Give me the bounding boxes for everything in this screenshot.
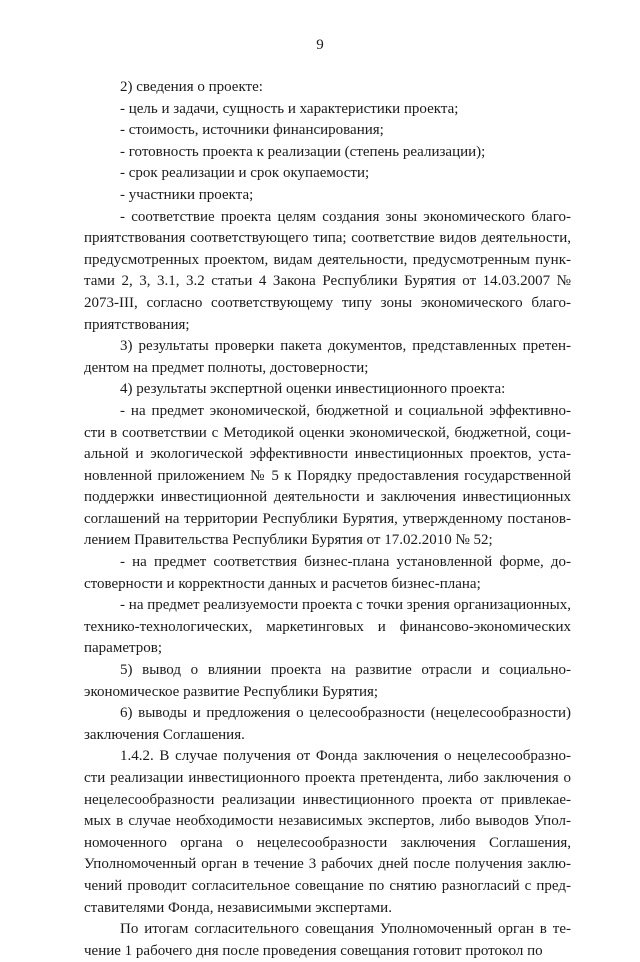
list-item: - срок реализации и срок окупаемости;: [120, 165, 370, 182]
paragraph: 1.4.2. В случае получения от Фонда заключения о нецелесообразности реализации инвестиционного проекта претендента, либо заключения о нецелесообразности реализации инвестиционного проекта от привлекаемых в случае необходимости независимых экспертов, либо выводов Уполномоченного органа о нецелесообразности заключения Соглашения, Уполномоченный орган в течение 3 рабочих дней после получения заключений проводит согласительное совещание по снятию разногласий с представителями Фонда, независимыми экспертами.: [84, 748, 571, 916]
list-item: - на предмет реализуемости проекта с точки зрения организационных, технико-технологических, маркетинговых и финансово-экономических параметров;: [84, 597, 571, 657]
paragraph: 4) результаты экспертной оценки инвестиционного проекта:: [120, 381, 506, 398]
paragraph: 5) вывод о влиянии проекта на развитие отрасли и социально-экономическое развитие Республики Бурятия;: [84, 662, 571, 700]
paragraph: 2) сведения о проекте:: [120, 79, 263, 95]
document-body: [84, 77, 571, 962]
list-item: - участники проекта;: [120, 186, 254, 203]
list-item: - соответствие проекта целям создания зоны экономического благоприятствования соответствующего типа; соответствие видов деятельности, предусмотренных проектом, видам деятельности, предусмотренным пунктами 2, 3, 3.1, 3.2 статьи 4 Закона Республики Бурятия от 14.03.2007 № 2073-III, согласно соответствующему типу зоны экономического благоприятствования;: [84, 208, 571, 333]
list-item: - на предмет экономической, бюджетной и социальной эффективности в соответствии с Методикой оценки экономической, бюджетной, социальной и экологической эффективности инвестиционных проектов, установленной приложением № 5 к Порядку предоставления государственной поддержки инвестиционной деятельности и заключения инвестиционных соглашений на территории Республики Бурятия, утвержденному постановлением Правительства Республики Бурятия от 17.02.2010 № 52;: [84, 402, 571, 549]
list-item: - цель и задачи, сущность и характеристики проекта;: [120, 100, 459, 117]
paragraph: По итогам согласительного совещания Уполномоченный орган в течение 1 рабочего дня после проведения совещания готовит протокол по: [84, 921, 571, 959]
page-number: 9: [316, 37, 324, 53]
paragraph: 3) результаты проверки пакета документов, представленных претендентом на предмет полноты, достоверности;: [84, 338, 571, 376]
paragraph: 6) выводы и предложения о целесообразности (нецелесообразности) заключения Соглашения.: [84, 705, 571, 743]
list-item: - на предмет соответствия бизнес-плана установленной форме, достоверности и корректности данных и расчетов бизнес-плана;: [84, 554, 571, 592]
list-item: - стоимость, источники финансирования;: [120, 122, 384, 139]
list-item: - готовность проекта к реализации (степень реализации);: [120, 143, 486, 160]
